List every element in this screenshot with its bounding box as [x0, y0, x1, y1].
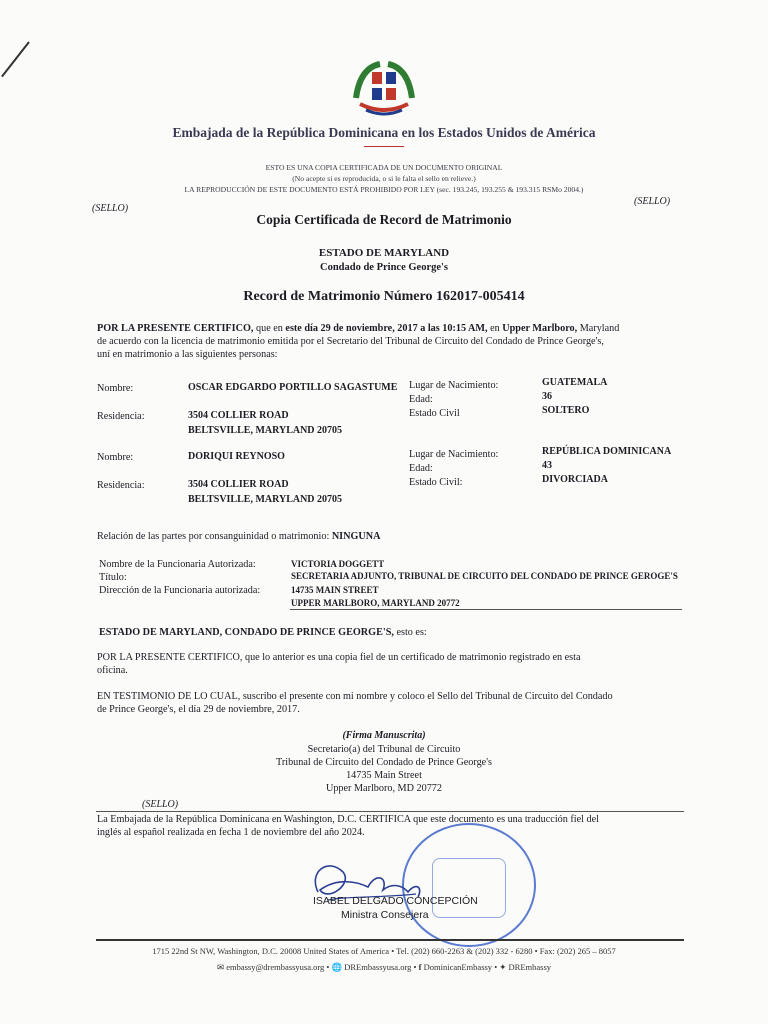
signature-line-3: 14735 Main Street — [346, 770, 422, 781]
relation-line: Relación de las partes por consanguinidad o matrimonio: NINGUNA — [97, 531, 381, 542]
email-icon: ✉ — [216, 962, 225, 972]
signer-title: Ministra Consejera — [341, 909, 429, 921]
footer-divider — [96, 939, 684, 941]
signature-line-4: Upper Marlboro, MD 20772 — [325, 783, 442, 794]
document-title: Copia Certificada de Record de Matrimonio — [256, 212, 512, 227]
official-address-1: 14735 MAIN STREET — [291, 585, 379, 595]
translation-paragraph: La Embajada de la República Dominicana en Washington, D.C. CERTIFICA que este documento es una traducción fiel del inglés al español realizada en fecha 1 de noviembre del año 2024. — [97, 814, 599, 839]
person1-birthplace: GUATEMALA — [542, 377, 608, 388]
pen-mark — [1, 41, 30, 77]
person1-age: 36 — [542, 391, 552, 402]
intro-paragraph — [97, 322, 697, 362]
signature-line-1: Secretario(a) del Tribunal de Circuito — [307, 744, 461, 755]
footer-twitter[interactable]: DREmbassy — [508, 962, 552, 972]
person1-age-label: Edad: — [409, 394, 433, 405]
person2-name-label: Nombre: — [97, 452, 134, 463]
person2-birthplace: REPÚBLICA DOMINICANA — [542, 446, 672, 457]
official-address-2: UPPER MARLBORO, MARYLAND 20772 — [291, 598, 460, 608]
notice-line-1: ESTO ES UNA COPIA CERTIFICADA DE UN DOCUMENTO ORIGINAL — [265, 163, 503, 172]
intro-line-3: uní en matrimonio a las siguientes personas: — [97, 349, 278, 361]
translation-divider — [96, 811, 684, 812]
official-address-label: Dirección de la Funcionaria autorizada: — [99, 585, 261, 596]
person2-residence-2: BELTSVILLE, MARYLAND 20705 — [188, 494, 343, 505]
cert-paragraph-1: POR LA PRESENTE CERTIFICO, que lo anterior es una copia fiel de un certificado de matrimonio registrado en esta oficina. — [97, 652, 581, 677]
person2-birth-label: Lugar de Nacimiento: — [409, 449, 499, 460]
person2-residence-1: 3504 COLLIER ROAD — [188, 479, 289, 490]
person2-age: 43 — [542, 460, 552, 471]
person1-name: OSCAR EDGARDO PORTILLO SAGASTUME — [188, 382, 398, 393]
stamp-crest — [432, 858, 506, 918]
firma-label: (Firma Manuscrita) — [342, 730, 426, 741]
person2-civil-status: DIVORCIADA — [542, 474, 608, 485]
twitter-icon: ✦ — [499, 962, 507, 972]
title-rule — [364, 146, 404, 147]
intro-line-1: POR LA PRESENTE CERTIFICO, que en este día 29 de noviembre, 2017 a las 10:15 AM, en Upper Marlboro, Maryland — [97, 323, 620, 334]
footer-contact-row: ✉ embassy@drembassyusa.org • 🌐 DREmbassyusa.org • f DominicanEmbassy • ✦ DREmbassy — [216, 962, 552, 972]
sello-left: (SELLO) — [92, 203, 129, 214]
official-divider — [290, 609, 682, 610]
notice-line-3: LA REPRODUCCIÓN DE ESTE DOCUMENTO ESTÁ PROHIBIDO POR LEY (sec. 193.245, 193.255 & 193.315 RSMo 2004.) — [184, 185, 584, 194]
person1-name-label: Nombre: — [97, 383, 134, 394]
footer-email[interactable]: embassy@drembassyusa.org — [226, 962, 325, 972]
sello-right: (SELLO) — [634, 196, 671, 207]
globe-icon: 🌐 — [331, 962, 343, 972]
record-number: Record de Matrimonio Número 162017-005414 — [243, 289, 525, 304]
footer-address: 1715 22nd St NW, Washington, D.C. 20008 United States of America • Tel. (202) 660-2263 & (202) 332 - 6280 • Fax: (202) 265 – 8057 — [152, 946, 616, 956]
official-name-label: Nombre de la Funcionaria Autorizada: — [99, 559, 256, 570]
official-title: SECRETARIA ADJUNTO, TRIBUNAL DE CIRCUITO DEL CONDADO DE PRINCE GEROGE'S — [291, 571, 678, 581]
person1-civil-label: Estado Civil — [409, 408, 460, 419]
person1-residence-1: 3504 COLLIER ROAD — [188, 410, 289, 421]
coat-of-arms-icon — [350, 58, 418, 120]
cert-paragraph-2: EN TESTIMONIO DE LO CUAL, suscribo el presente con mi nombre y coloco el Sello del Tribunal de Circuito del Condado de Prince George's, el día 29 de noviembre, 2017. — [97, 691, 613, 716]
person2-residence-label: Residencia: — [97, 480, 145, 491]
footer-facebook[interactable]: DominicanEmbassy — [423, 962, 493, 972]
footer-web[interactable]: DREmbassyusa.org — [344, 962, 412, 972]
person1-residence-label: Residencia: — [97, 411, 145, 422]
intro-line-2: de acuerdo con la licencia de matrimonio emitida por el Secretario del Tribunal de Circuito del Condado de Prince George's, — [97, 336, 604, 348]
person1-residence-2: BELTSVILLE, MARYLAND 20705 — [188, 425, 343, 436]
state-heading: ESTADO DE MARYLAND — [318, 247, 450, 259]
facebook-icon: f — [418, 962, 422, 972]
official-title-label: Título: — [99, 572, 127, 583]
person2-age-label: Edad: — [409, 463, 433, 474]
official-name: VICTORIA DOGGETT — [291, 559, 385, 569]
cert-state-line: ESTADO DE MARYLAND, CONDADO DE PRINCE GEORGE'S, esto es: — [99, 627, 427, 638]
person2-civil-label: Estado Civil: — [409, 477, 463, 488]
sello-bottom: (SELLO) — [142, 799, 179, 810]
notice-line-2: (No acepte si es reproducida, o si le falta el sello en relieve.) — [292, 174, 476, 183]
person2-name: DORIQUI REYNOSO — [188, 451, 285, 462]
person1-birth-label: Lugar de Nacimiento: — [409, 380, 499, 391]
person1-civil-status: SOLTERO — [542, 405, 590, 416]
county-heading: Condado de Prince George's — [319, 262, 449, 273]
signer-name: ISABEL DELGADO CONCEPCIÓN — [313, 895, 478, 907]
signature-line-2: Tribunal de Circuito del Condado de Prince George's — [275, 757, 493, 768]
embassy-title: Embajada de la República Dominicana en los Estados Unidos de América — [172, 125, 596, 140]
